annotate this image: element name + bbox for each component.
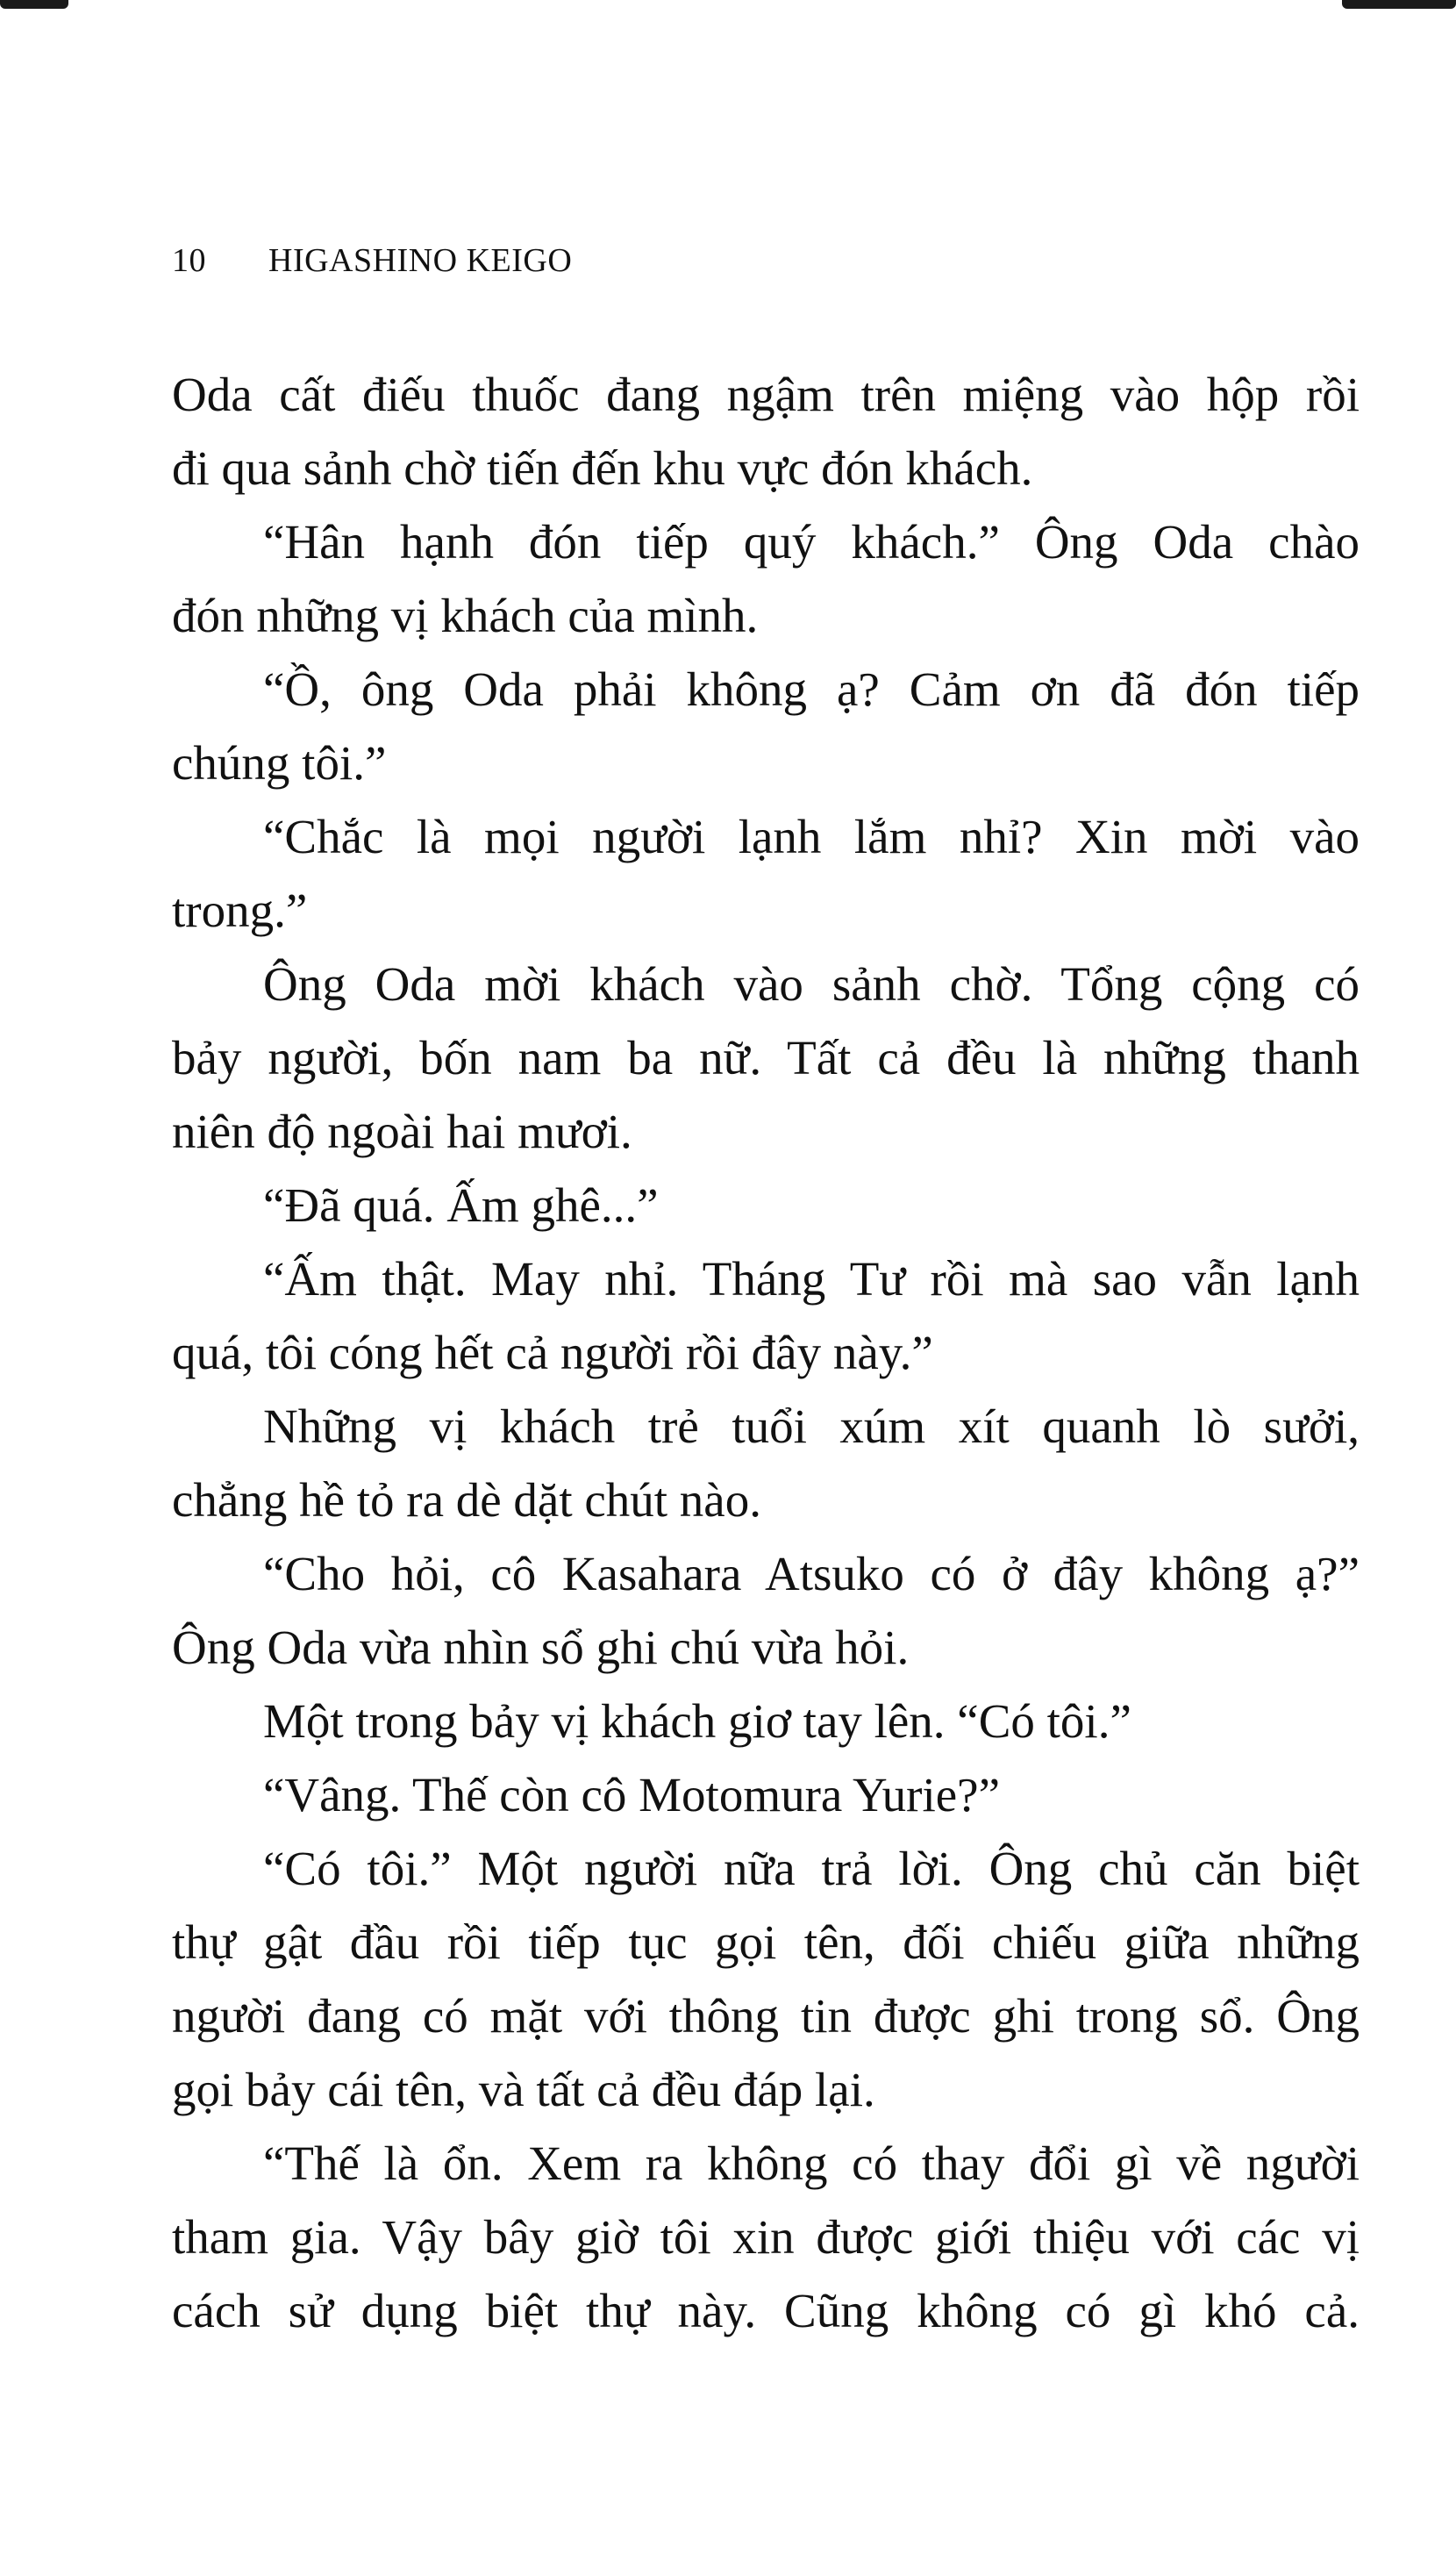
body-text [172,358,1360,2348]
author-name: HIGASHINO KEIGO [268,242,573,279]
text-line: Những vị khách trẻ tuổi xúm xít quanh lò sưởi, [263,1399,1360,1453]
text-line: “Thế là ổn. Xem ra không có thay đổi gì về người [263,2136,1360,2190]
text-line: đón những vị khách của mình. [172,589,759,642]
text-line: chúng tôi.” [172,736,387,790]
scan-edge-mark-right [1342,0,1456,9]
running-header [172,239,572,283]
text-line: Ông Oda vừa nhìn sổ ghi chú vừa hỏi. [172,1621,910,1674]
text-line: người đang có mặt với thông tin được ghi trong sổ. Ông [172,1989,1360,2043]
text-line: “Cho hỏi, cô Kasahara Atsuko có ở đây không ạ?” [263,1547,1360,1600]
scan-edge-mark-left [0,0,68,9]
text-line: thự gật đầu rồi tiếp tục gọi tên, đối chiếu giữa những [172,1915,1360,1969]
text-line: cách sử dụng biệt thự này. Cũng không có gì khó cả. [172,2284,1360,2337]
page-number: 10 [172,242,206,279]
text-line: quá, tôi cóng hết cả người rồi đây này.” [172,1326,933,1379]
text-line: chẳng hề tỏ ra dè dặt chút nào. [172,1473,761,1527]
text-line: “Vâng. Thế còn cô Motomura Yurie?” [263,1768,1000,1821]
text-line: “Hân hạnh đón tiếp quý khách.” Ông Oda chào [263,515,1360,569]
text-line: Oda cất điếu thuốc đang ngậm trên miệng vào hộp rồi [172,368,1360,421]
text-line: “Chắc là mọi người lạnh lắm nhỉ? Xin mời vào [263,810,1360,863]
text-line: “Ồ, ông Oda phải không ạ? Cảm ơn đã đón tiếp [263,662,1360,716]
text-line: bảy người, bốn nam ba nữ. Tất cả đều là những thanh [172,1031,1360,1084]
text-line: “Ấm thật. May nhỉ. Tháng Tư rồi mà sao vẫn lạnh [263,1252,1360,1306]
text-line: Ông Oda mời khách vào sảnh chờ. Tổng cộng có [263,957,1360,1011]
text-line: Một trong bảy vị khách giơ tay lên. “Có tôi.” [263,1694,1131,1748]
text-line: niên độ ngoài hai mươi. [172,1105,632,1158]
text-line: “Có tôi.” Một người nữa trả lời. Ông chủ căn biệt [263,1842,1360,1895]
text-line: trong.” [172,884,308,937]
text-line: tham gia. Vậy bây giờ tôi xin được giới thiệu với các vị [172,2210,1360,2264]
text-line: “Đã quá. Ấm ghê...” [263,1178,659,1232]
text-line: gọi bảy cái tên, và tất cả đều đáp lại. [172,2063,875,2116]
text-line: đi qua sảnh chờ tiến đến khu vực đón khách. [172,441,1033,495]
